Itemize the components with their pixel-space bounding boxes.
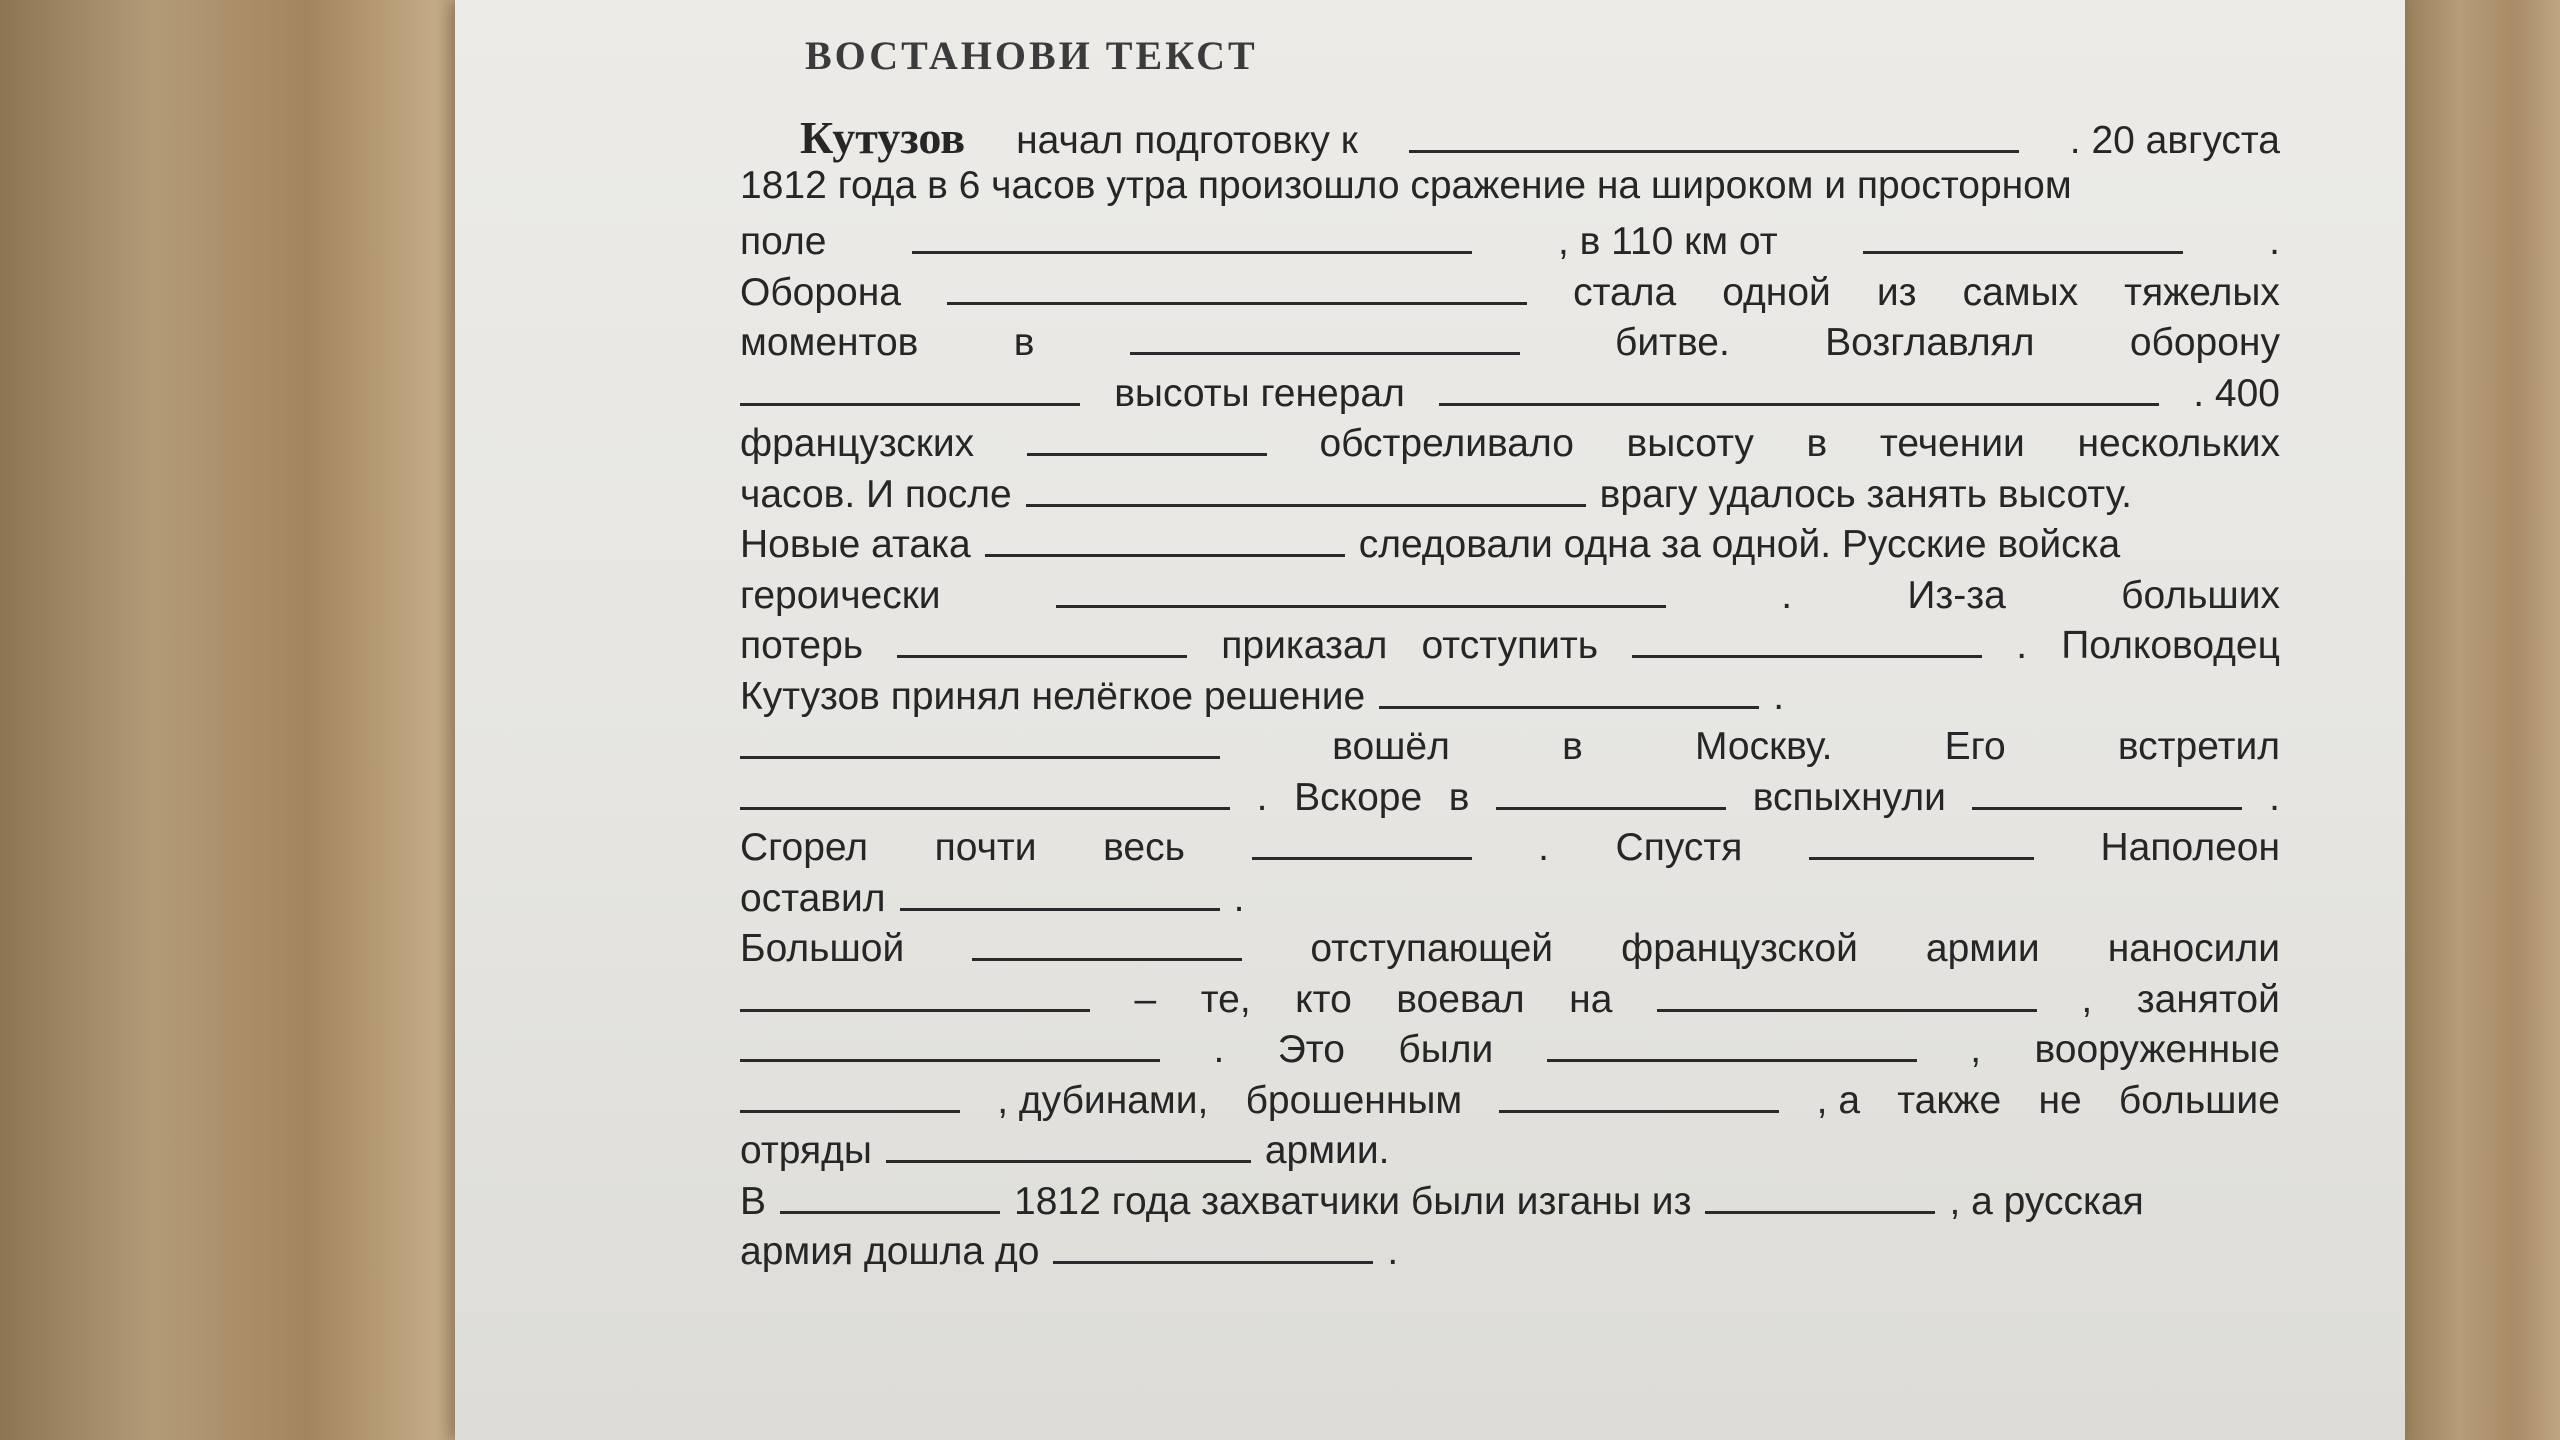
text-line (740, 312, 2280, 363)
text-fragment: наносили (2107, 927, 2280, 970)
text-line (740, 464, 2280, 515)
text-fragment: . (2269, 220, 2280, 263)
text-fragment: Кутузов принял нелёгкое решение (740, 674, 1366, 718)
blank-field[interactable] (1439, 363, 2159, 406)
text-fragment: весь (1103, 826, 1185, 869)
text-fragment: . (1773, 674, 1785, 718)
text-fragment: . (1233, 876, 1245, 920)
worksheet-title: ВОСТАНОВИ ТЕКСТ (805, 33, 1258, 78)
text-fragment: вооруженные (2034, 1028, 2280, 1071)
text-fragment: 1812 года захватчики были изганы из (1014, 1179, 1692, 1223)
blank-field[interactable] (740, 969, 1090, 1012)
text-fragment: . (1387, 1230, 1399, 1273)
text-fragment: Вскоре (1294, 775, 1423, 819)
blank-field[interactable] (1547, 1019, 1917, 1062)
blank-field[interactable] (740, 363, 1080, 406)
text-fragment: нескольких (2077, 422, 2280, 465)
text-fragment: героически (740, 573, 941, 617)
wood-table-background (2405, 0, 2560, 1440)
text-fragment: высоту (1626, 422, 1754, 465)
blank-field[interactable] (1252, 817, 1472, 860)
text-fragment: в (1806, 422, 1828, 465)
text-fragment: стала (1573, 270, 1677, 314)
text-line (740, 969, 2280, 1020)
text-fragment: потерь (740, 624, 864, 667)
blank-field[interactable] (972, 918, 1242, 961)
blank-field[interactable] (1409, 110, 2019, 153)
text-fragment: . (1256, 775, 1268, 819)
text-fragment: брошенным (1245, 1078, 1463, 1122)
text-fragment: Москву. (1694, 725, 1833, 768)
text-fragment: тяжелых (2124, 270, 2280, 314)
blank-field[interactable] (1053, 1221, 1373, 1264)
text-line (740, 161, 2280, 212)
text-line (740, 1171, 2280, 1222)
text-line (740, 413, 2280, 464)
text-fragment: воевал (1396, 977, 1525, 1021)
text-fragment: , (1970, 1028, 1982, 1071)
text-fragment: армия дошла до (740, 1230, 1040, 1273)
text-fragment: в (1448, 775, 1470, 819)
text-fragment: вошёл (1332, 725, 1450, 768)
text-line (740, 565, 2280, 616)
text-line (740, 716, 2280, 767)
text-fragment: , (2081, 977, 2093, 1021)
fill-in-text (740, 110, 2280, 1272)
blank-field[interactable] (1809, 817, 2034, 860)
text-fragment: также (1897, 1078, 2002, 1122)
text-fragment: армии (1925, 927, 2040, 970)
text-fragment: французской (1621, 927, 1858, 970)
blank-field[interactable] (740, 767, 1230, 810)
text-fragment: занятой (2136, 977, 2280, 1021)
text-line (740, 817, 2280, 868)
blank-field[interactable] (1496, 767, 1726, 810)
text-fragment: Спустя (1615, 826, 1743, 869)
text-fragment: в (1013, 321, 1035, 364)
text-line (740, 211, 2280, 262)
text-line (740, 868, 2280, 919)
blank-field[interactable] (912, 211, 1472, 254)
text-fragment: приказал (1221, 624, 1388, 667)
text-fragment: отряды (740, 1129, 872, 1172)
text-fragment: отступающей (1310, 927, 1554, 970)
text-fragment: – (1134, 977, 1157, 1021)
text-fragment: самых (1962, 270, 2079, 314)
text-fragment: врагу удалось занять высоту. (1599, 472, 2133, 516)
text-fragment: были (1398, 1028, 1494, 1071)
text-fragment: В (740, 1179, 767, 1223)
text-fragment: на (1569, 977, 1613, 1021)
text-fragment: . 20 августа (2069, 119, 2280, 162)
text-fragment: Оборона (740, 270, 901, 314)
text-fragment: одной (1722, 270, 1831, 314)
text-line (740, 918, 2280, 969)
blank-field[interactable] (1499, 1070, 1779, 1113)
text-fragment: те, (1200, 977, 1251, 1021)
blank-field[interactable] (740, 1070, 960, 1113)
text-fragment: встретил (2117, 725, 2280, 768)
blank-field[interactable] (1026, 464, 1586, 507)
blank-field[interactable] (1972, 767, 2242, 810)
text-fragment: Из-за (1907, 573, 2006, 617)
blank-field[interactable] (1056, 565, 1666, 608)
blank-field[interactable] (1632, 615, 1982, 658)
blank-field[interactable] (886, 1120, 1251, 1163)
text-fragment: . (1538, 826, 1549, 869)
text-fragment: Его (1944, 725, 2006, 768)
blank-field[interactable] (1379, 666, 1759, 709)
text-fragment: Наполеон (2100, 826, 2280, 869)
text-line (740, 615, 2280, 666)
text-line (740, 767, 2280, 818)
text-fragment: оставил (740, 876, 886, 920)
text-fragment: часов. И после (740, 472, 1012, 516)
text-line (740, 363, 2280, 414)
text-fragment: , а (1816, 1078, 1861, 1122)
text-line (740, 1019, 2280, 1070)
blank-field[interactable] (1705, 1171, 1935, 1214)
text-fragment: . 400 (2193, 371, 2280, 415)
text-line (740, 1120, 2280, 1171)
text-fragment: армии. (1264, 1129, 1390, 1172)
text-fragment: моментов (740, 321, 919, 364)
text-fragment: французских (740, 422, 975, 465)
text-fragment: Это (1277, 1028, 1345, 1071)
text-fragment: большие (2118, 1078, 2280, 1122)
text-fragment: Возглавлял (1825, 321, 2035, 364)
text-line (740, 514, 2280, 565)
blank-field[interactable] (1657, 969, 2037, 1012)
text-fragment: почти (934, 826, 1037, 869)
text-fragment: битве. (1615, 321, 1730, 364)
text-fragment: , дубинами, (997, 1078, 1209, 1122)
text-fragment: Большой (740, 927, 905, 970)
text-line (740, 666, 2280, 717)
text-fragment: обстреливало (1319, 422, 1574, 465)
blank-field[interactable] (985, 514, 1345, 557)
blank-field[interactable] (947, 262, 1527, 305)
text-fragment: больших (2121, 573, 2280, 617)
text-fragment: следовали одна за одной. Русские войска (1358, 523, 2121, 566)
text-fragment: , а русская (1949, 1179, 2144, 1223)
text-fragment: кто (1295, 977, 1352, 1021)
text-fragment: , в 110 км от (1557, 220, 1778, 263)
blank-field[interactable] (740, 716, 1220, 759)
text-fragment: отступить (1421, 624, 1599, 667)
lead-word: Кутузов (800, 112, 966, 163)
text-fragment: вспыхнули (1752, 775, 1946, 819)
blank-field[interactable] (780, 1171, 1000, 1214)
blank-field[interactable] (897, 615, 1187, 658)
text-fragment: . (2016, 624, 2028, 667)
text-line (740, 262, 2280, 313)
text-fragment: . (1213, 1028, 1225, 1071)
text-fragment: начал подготовку к (1016, 119, 1358, 162)
blank-field[interactable] (1027, 413, 1267, 456)
text-fragment: не (2038, 1078, 2082, 1122)
text-fragment: оборону (2129, 321, 2280, 364)
text-fragment: Сгорел (740, 826, 869, 869)
text-line (740, 110, 2280, 161)
text-fragment: . (2269, 775, 2280, 819)
text-fragment: поле (740, 220, 827, 263)
text-line (740, 1221, 2280, 1272)
text-fragment: 1812 года в 6 часов утра произошло сражение на широком и просторном (740, 163, 2072, 207)
text-fragment: . (1781, 573, 1793, 617)
blank-field[interactable] (740, 1019, 1160, 1062)
text-fragment: Новые атака (740, 523, 971, 566)
blank-field[interactable] (900, 868, 1220, 911)
text-line (740, 1070, 2280, 1121)
blank-field[interactable] (1130, 312, 1520, 355)
text-fragment: из (1876, 270, 1917, 314)
text-fragment: высоты генерал (1114, 371, 1405, 415)
blank-field[interactable] (1863, 211, 2183, 254)
text-fragment: течении (1879, 422, 2025, 465)
text-fragment: Полководец (2061, 624, 2280, 667)
text-fragment: в (1562, 725, 1583, 768)
